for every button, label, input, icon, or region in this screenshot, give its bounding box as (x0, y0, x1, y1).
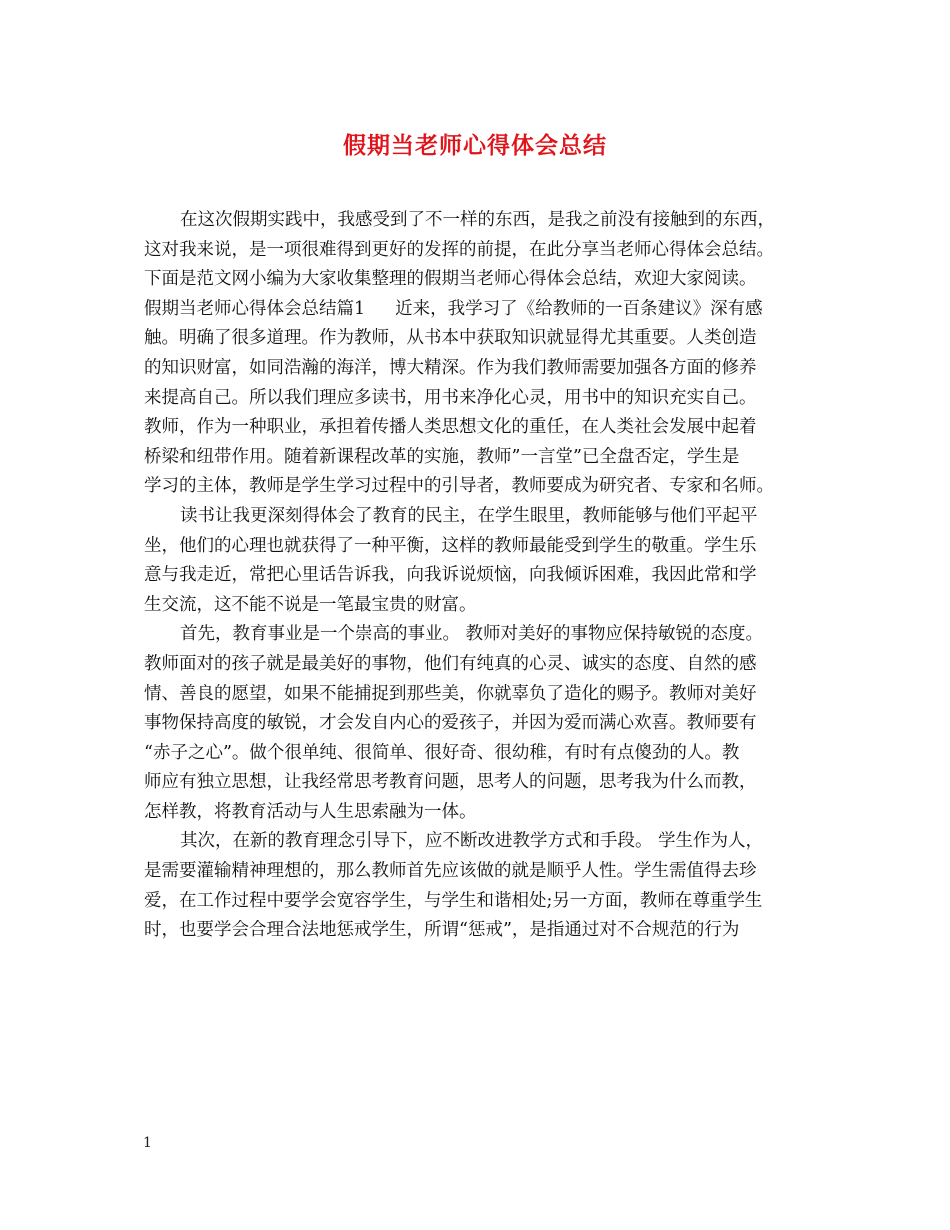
text-segment: 近来，我学习了《给教师的一百条建议》深有感 (395, 298, 763, 319)
text-line: 怎样教，将教育活动与人生思索融为一体。 (144, 801, 477, 822)
text-line: 下面是范文网小编为大家收集整理的假期当老师心得体会总结，欢迎大家阅读。 (144, 269, 757, 290)
text-line: 来提高自己。所以我们理应多读书，用书来净化心灵，用书中的知识充实自己。 (144, 387, 757, 408)
text-line: 生交流，这不能不说是一笔最宝贵的财富。 (144, 594, 477, 615)
text-line: 桥梁和纽带作用。随着新课程改革的实施，教师”一言堂”已全盘否定，学生是 (144, 446, 740, 467)
section-heading: 假期当老师心得体会总结篇1 (144, 298, 366, 319)
document-body (144, 206, 814, 946)
text-line: “赤子之心”。做个很单纯、很简单、很好奇、很幼稚，有时有点傻劲的人。教 (144, 742, 740, 763)
page-number: 1 (143, 1135, 152, 1151)
document-title: 假期当老师心得体会总结 (343, 132, 607, 159)
text-line: 读书让我更深刻得体会了教育的民主，在学生眼里，教师能够与他们平起平 (180, 505, 758, 526)
text-line: 师应有独立思想，让我经常思考教育问题，思考人的问题，思考我为什么而教， (144, 772, 757, 793)
text-line: 触。明确了很多道理。作为教师，从书本中获取知识就显得尤其重要。人类创造 (144, 328, 757, 349)
text-line: 其次，在新的教育理念引导下，应不断改进教学方式和手段。 学生作为人， (180, 831, 764, 852)
text-line: 的知识财富，如同浩瀚的海洋，博大精深。作为我们教师需要加强各方面的修养 (144, 357, 757, 378)
text-line: 学习的主体，教师是学生学习过程中的引导者，教师要成为研究者、专家和名师。 (144, 476, 774, 497)
text-line: 爱，在工作过程中要学会宽容学生，与学生和谐相处;另一方面，教师在尊重学生 (144, 890, 763, 911)
text-line: 时，也要学会合理合法地惩戒学生，所谓“惩戒”，是指通过对不合规范的行为 (144, 920, 740, 941)
text-line: 这对我来说，是一项很难得到更好的发挥的前提，在此分享当老师心得体会总结。 (144, 239, 774, 260)
text-line: 是需要灌输精神理想的，那么教师首先应该做的就是顺乎人性。学生需值得去珍 (144, 861, 757, 882)
text-line: 情、善良的愿望，如果不能捕捉到那些美，你就辜负了造化的赐予。教师对美好 (144, 683, 757, 704)
text-line: 教师，作为一种职业，承担着传播人类思想文化的重任，在人类社会发展中起着 (144, 417, 757, 438)
text-line-with-heading (144, 295, 814, 325)
text-line: 意与我走近，常把心里话告诉我，向我诉说烦恼，向我倾诉困难，我因此常和学 (144, 565, 757, 586)
text-line: 在这次假期实践中，我感受到了不一样的东西，是我之前没有接触到的东西， (180, 210, 775, 230)
text-line: 坐，他们的心理也就获得了一种平衡，这样的教师最能受到学生的敬重。学生乐 (144, 535, 757, 556)
text-line: 教师面对的孩子就是最美好的事物，他们有纯真的心灵、诚实的态度、自然的感 (144, 653, 757, 674)
text-line: 首先，教育事业是一个崇高的事业。 教师对美好的事物应保持敏锐的态度。 (180, 624, 764, 645)
text-line: 事物保持高度的敏锐，才会发自内心的爱孩子，并因为爱而满心欢喜。教师要有 (144, 713, 757, 734)
